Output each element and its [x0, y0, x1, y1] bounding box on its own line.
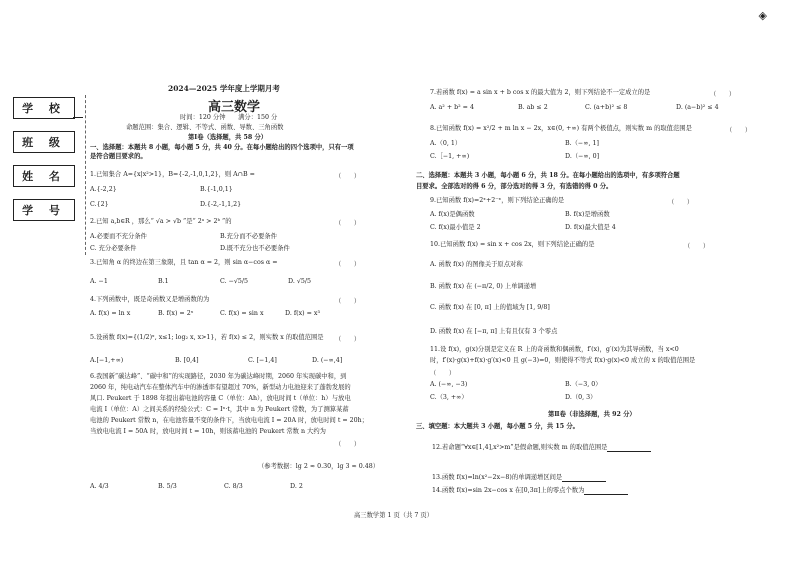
- q11-option-d: D.（0, 3）: [565, 394, 597, 401]
- q7-option-d: D. (a−b)² ≤ 4: [676, 104, 719, 111]
- question-8-stem: 8.已知函数 f(x) = x²/2 + m ln x − 2x，x∈(0, +∞) 有两个极值点，则实数 m 的取值范围是: [430, 125, 692, 132]
- student-id-label: 学 号: [22, 204, 66, 217]
- answer-paren: （ ）: [668, 199, 694, 206]
- answer-paren: （ ）: [726, 127, 752, 134]
- q4-option-c: C. f(x) = sin x: [220, 310, 264, 317]
- q1-option-a: A.{-2,2}: [90, 186, 117, 193]
- answer-paren: （ ）: [335, 336, 361, 343]
- question-6-line-4: 电流 I（单位：A）之间关系的经验公式：C = Iⁿ·t，其中 n 为 Peukert 常数，为了测算某蓄: [90, 406, 349, 413]
- question-4-stem: 4.下列函数中，既是奇函数又是增函数的为: [90, 296, 210, 303]
- answer-paren: （ ）: [335, 441, 361, 448]
- section-two-heading: 二、选择题：本题共 3 小题，每小题 6 分，共 18 分。在每小题给出的选项中，有多项符合题: [416, 172, 680, 179]
- q3-option-c: C. −√5/5: [220, 278, 249, 285]
- question-12-text: 12.若命题“∀x∈[1,4],x²>m”是假命题,则实数 m 的取值范围是: [432, 444, 608, 451]
- volume-one-title: 第Ⅰ卷（选择题，共 58 分）: [188, 134, 268, 141]
- section-one-heading-line2: 是符合题目要求的。: [90, 153, 147, 160]
- answer-paren: （ ）: [430, 370, 456, 377]
- answer-paren: （ ）: [335, 298, 361, 305]
- q7-option-b: B. ab ≤ 2: [518, 104, 548, 111]
- exam-title: 2024—2025 学年度上学期月考: [168, 84, 280, 93]
- question-7-stem: 7.若函数 f(x) = a sin x + b cos x 的最大值为 2，则下列结论不一定成立的是: [430, 89, 651, 96]
- q2-option-d: D.既不充分也不必要条件: [220, 245, 290, 252]
- q5-option-c: C. [−1,4]: [248, 357, 277, 364]
- corner-mark-icon: ◈: [758, 9, 767, 22]
- q4-option-a: A. f(x) = ln x: [90, 310, 131, 317]
- q7-option-a: A. a² + b² = 4: [430, 104, 474, 111]
- exam-scope: 命题范围：集合、逻辑、不等式、函数、导数、三角函数: [126, 124, 284, 131]
- q8-option-a: A.（0, 1）: [430, 140, 462, 147]
- name-field-box: [13, 165, 75, 187]
- answer-paren: （ ）: [335, 261, 361, 268]
- subject-title: 高三数学: [208, 100, 261, 115]
- q10-option-b: B. 函数 f(x) 在 (−π/2, 0) 上单调递增: [430, 283, 537, 290]
- q10-option-a: A. 函数 f(x) 的图像关于原点对称: [430, 261, 523, 268]
- section-two-heading-line2: 目要求。全部选对的得 6 分，部分选对的得 3 分，有选错的得 0 分。: [416, 183, 613, 190]
- q5-option-b: B. [0,4]: [175, 357, 199, 364]
- volume-two-title: 第Ⅱ卷（非选择题，共 92 分）: [548, 411, 636, 418]
- q10-option-c: C. 函数 f(x) 在 [0, π] 上的值域为 [1, 9/8]: [430, 304, 550, 311]
- q6-option-b: B. 5/3: [158, 483, 177, 490]
- answer-blank[interactable]: [584, 488, 628, 495]
- question-12: [432, 444, 651, 452]
- question-9-stem: 9.已知函数 f(x)=2ˣ+2⁻ˣ，则下列结论正确的是: [430, 197, 565, 204]
- question-10-stem: 10.已知函数 f(x) = sin x + cos 2x，则下列结论正确的是: [430, 241, 595, 248]
- q3-option-d: D. √5/5: [288, 278, 311, 285]
- class-label: 班 级: [22, 136, 66, 149]
- time-score: 时间：120 分钟 满分：150 分: [180, 114, 278, 121]
- q9-option-b: B. f(x)是增函数: [565, 211, 610, 218]
- q6-option-d: D. 2: [290, 483, 303, 490]
- q2-option-c: C. 充分必要条件: [90, 245, 137, 252]
- q8-option-d: D.（−∞, 0]: [565, 153, 600, 160]
- q9-option-d: D. f(x)最大值是 4: [565, 224, 616, 231]
- class-field-box: [13, 131, 75, 153]
- question-2-stem: 2.已知 a,b∈R ，那么“ √a > √b ”是“ 2ᵃ > 2ᵇ ”的: [90, 218, 232, 225]
- page-footer: 高三数学第 1 页（共 7 页）: [354, 512, 433, 519]
- q11-option-b: B.（−3, 0）: [565, 381, 602, 388]
- question-5-stem: 5.设函数 f(x)={(1/2)ˣ, x≤1; log₂ x, x>1}，若 f(x) ≤ 2，则实数 x 的取值范围是: [90, 334, 324, 341]
- q2-option-a: A.必要而不充分条件: [90, 233, 147, 240]
- school-field-box: [13, 97, 75, 119]
- name-label: 姓 名: [22, 170, 66, 183]
- answer-paren: （ ）: [710, 91, 736, 98]
- question-6-line-6: 当放电电流 I = 50A 时，放电时间 t = 10h，则该蓄电池的 Peukert 常数 n 大约为: [90, 428, 326, 435]
- question-6-line-3: 风口. Peukert 于 1898 年提出蓄电池的容量 C（单位：Ah），放电时间 t（单位：h）与放电: [90, 395, 351, 402]
- q1-option-c: C.{2}: [90, 201, 109, 208]
- binding-line: [85, 95, 87, 255]
- divider: [73, 117, 83, 118]
- answer-paren: （ ）: [335, 220, 361, 227]
- student-id-field-box: [13, 199, 75, 221]
- answer-paren: （ ）: [335, 173, 361, 180]
- q3-option-b: B.1: [158, 278, 169, 285]
- q6-option-c: C. 8/3: [224, 483, 243, 490]
- q9-option-a: A. f(x)是偶函数: [430, 211, 475, 218]
- q1-option-d: D.{-2,-1,1,2}: [200, 201, 242, 208]
- q5-option-d: D. (−∞,4]: [312, 357, 343, 364]
- q2-option-b: B.充分而不必要条件: [220, 233, 278, 240]
- q7-option-c: C. (a+b)² ≤ 8: [585, 104, 628, 111]
- question-11-line-1: 11.设 f(x)，g(x)分别是定义在 R 上的奇函数和偶函数，f′(x)，g′(x)为其导函数，当 x<0: [430, 346, 679, 353]
- section-three-heading: 三、填空题：本大题共 3 小题，每小题 5 分，共 15 分。: [416, 423, 579, 430]
- q4-option-d: D. f(x) = x³: [285, 310, 320, 317]
- q8-option-b: B.（−∞, 1]: [565, 140, 599, 147]
- q9-option-c: C. f(x)最小值是 2: [430, 224, 481, 231]
- q5-option-a: A.[−1,+∞): [90, 357, 124, 364]
- q3-option-a: A. −1: [90, 278, 108, 285]
- answer-blank[interactable]: [607, 445, 651, 452]
- question-6-line-1: 6.我国新“碳达峰”、“碳中和”的实现路径，2030 年为碳达峰时期，2060 年实现碳中和，到: [90, 373, 347, 380]
- question-1-stem: 1.已知集合 A={x|x²>1}，B={-2,-1,0,1,2}，则 A∩B =: [90, 171, 255, 178]
- question-13: [432, 474, 606, 482]
- question-13-text: 13.函数 f(x)=ln(x²−2x−8)的单调递增区间是: [432, 474, 563, 481]
- q1-option-b: B.{-1,0,1}: [200, 186, 233, 193]
- question-6-line-5: 电池的 Peukert 常数 n，在电池容量不变的条件下，当放电电流 I = 20A 时，放电时间 t = 20h；: [90, 417, 368, 424]
- section-one-heading: 一、选择题：本题共 8 小题，每小题 5 分，共 40 分。在每小题给出的四个选项中，只有一项: [90, 144, 354, 151]
- school-label: 学 校: [22, 102, 66, 115]
- question-3-stem: 3.已知角 α 的终边在第三象限，且 tan α = 2，则 sin α−cos α =: [90, 259, 278, 266]
- q11-option-c: C.（3, +∞）: [430, 394, 468, 401]
- question-6-line-2: 2060 年，纯电动汽车在整体汽车中的渗透率有望超过 70%，新型动力电池迎来了蓬勃发展的: [90, 384, 351, 391]
- q6-option-a: A. 4/3: [90, 483, 109, 490]
- answer-blank[interactable]: [562, 475, 606, 482]
- q8-option-c: C.［−1, +∞): [430, 153, 470, 160]
- question-6-reference: （参考数据：lg 2 ≈ 0.30，lg 3 ≈ 0.48）: [258, 463, 380, 470]
- question-11-line-2: 时，f′(x)·g(x)+f(x)·g′(x)<0 且 g(−3)=0，则使得不等式 f(x)·g(x)<0 成立的 x 的取值范围是: [430, 357, 696, 364]
- answer-paren: （ ）: [684, 243, 710, 250]
- q10-option-d: D. 函数 f(x) 在 [−π, π] 上有且仅有 3 个零点: [430, 328, 558, 335]
- question-14-text: 14.函数 f(x)=sin 2x−cos x 在[0,3π]上的零点个数为: [432, 487, 585, 494]
- question-14: [432, 487, 628, 495]
- q11-option-a: A. (−∞, −3): [430, 381, 468, 388]
- q4-option-b: B. f(x) = 2ˣ: [158, 310, 194, 317]
